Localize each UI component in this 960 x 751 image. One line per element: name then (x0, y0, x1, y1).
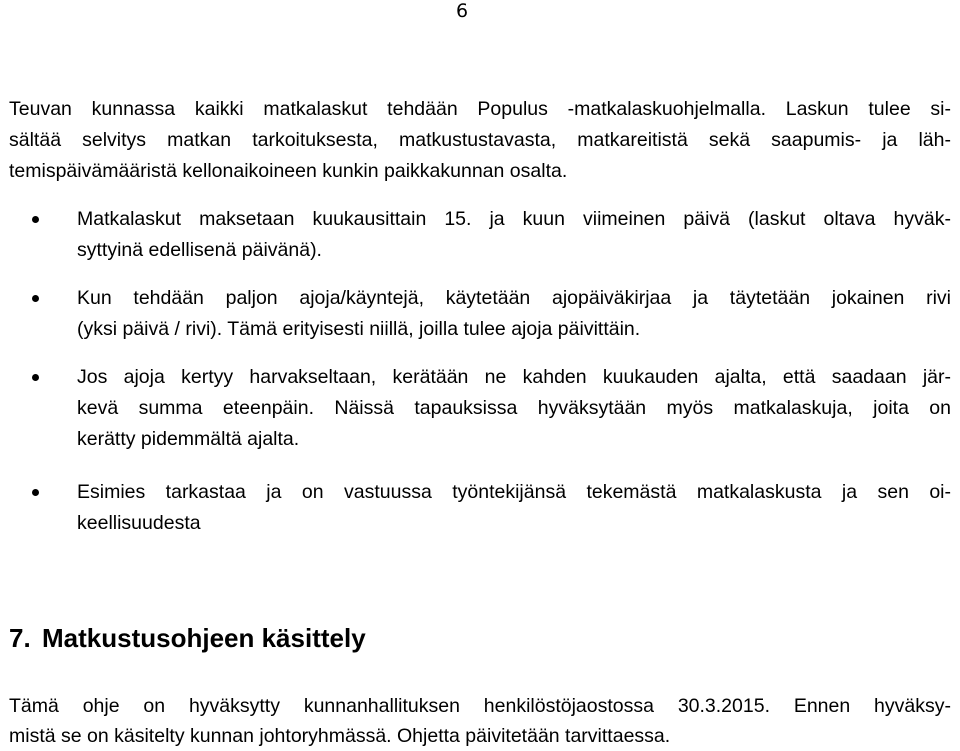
page-number: 6 (456, 0, 469, 22)
bullet-line: Kun tehdään paljon ajoja/käyntejä, käytetään ajopäiväkirjaa ja täytetään jokainen rivi (77, 287, 951, 309)
intro-line: Teuvan kunnassa kaikki matkalaskut tehdään Populus -matkalaskuohjelmalla. Laskun tulee si- (9, 98, 951, 120)
section-title: Matkustusohjeen käsittely (42, 623, 366, 653)
bullet-list (9, 204, 951, 539)
closing-line: Tämä ohje on hyväksytty kunnanhallituksen henkilöstöjaostossa 30.3.2015. Ennen hyväksy- (9, 695, 951, 717)
bullet-item (9, 204, 951, 266)
bullet-line: (yksi päivä / rivi). Tämä erityisesti niillä, joilla tulee ajoja päivittäin. (77, 318, 641, 340)
bullet-icon (32, 374, 39, 381)
bullet-icon (32, 216, 39, 223)
section-heading (9, 621, 366, 655)
bullet-line: keellisuudesta (77, 512, 201, 534)
bullet-icon (32, 489, 39, 496)
bullet-line: Jos ajoja kertyy harvakseltaan, kerätään ne kahden kuukauden ajalta, että saadaan jär- (77, 366, 951, 388)
intro-line: sältää selvitys matkan tarkoituksesta, matkustustavasta, matkareitistä sekä saapumis- ja läh- (9, 129, 951, 151)
bullet-line: Matkalaskut maksetaan kuukausittain 15. ja kuun viimeinen päivä (laskut oltava hyväk- (77, 208, 951, 230)
bullet-line: kerätty pidemmältä ajalta. (77, 428, 300, 450)
bullet-line: syttyinä edellisenä päivänä). (77, 239, 322, 261)
closing-paragraph (9, 691, 951, 751)
bullet-item (9, 477, 951, 539)
bullet-line: Esimies tarkastaa ja on vastuussa työntekijänsä tekemästä matkalaskusta ja sen oi- (77, 481, 951, 503)
intro-paragraph (9, 94, 951, 187)
closing-line: mistä se on käsitelty kunnan johtoryhmässä. Ohjetta päivitetään tarvittaessa. (9, 725, 671, 747)
intro-line: temispäivämääristä kellonaikoineen kunkin paikkakunnan osalta. (9, 160, 568, 182)
section-number: 7. (9, 623, 31, 653)
document-body (9, 94, 951, 539)
bullet-icon (32, 295, 39, 302)
bullet-item (9, 283, 951, 345)
bullet-line: kevä summa eteenpäin. Näissä tapauksissa hyväksytään myös matkalaskuja, joita on (77, 397, 951, 419)
bullet-item (9, 362, 951, 455)
